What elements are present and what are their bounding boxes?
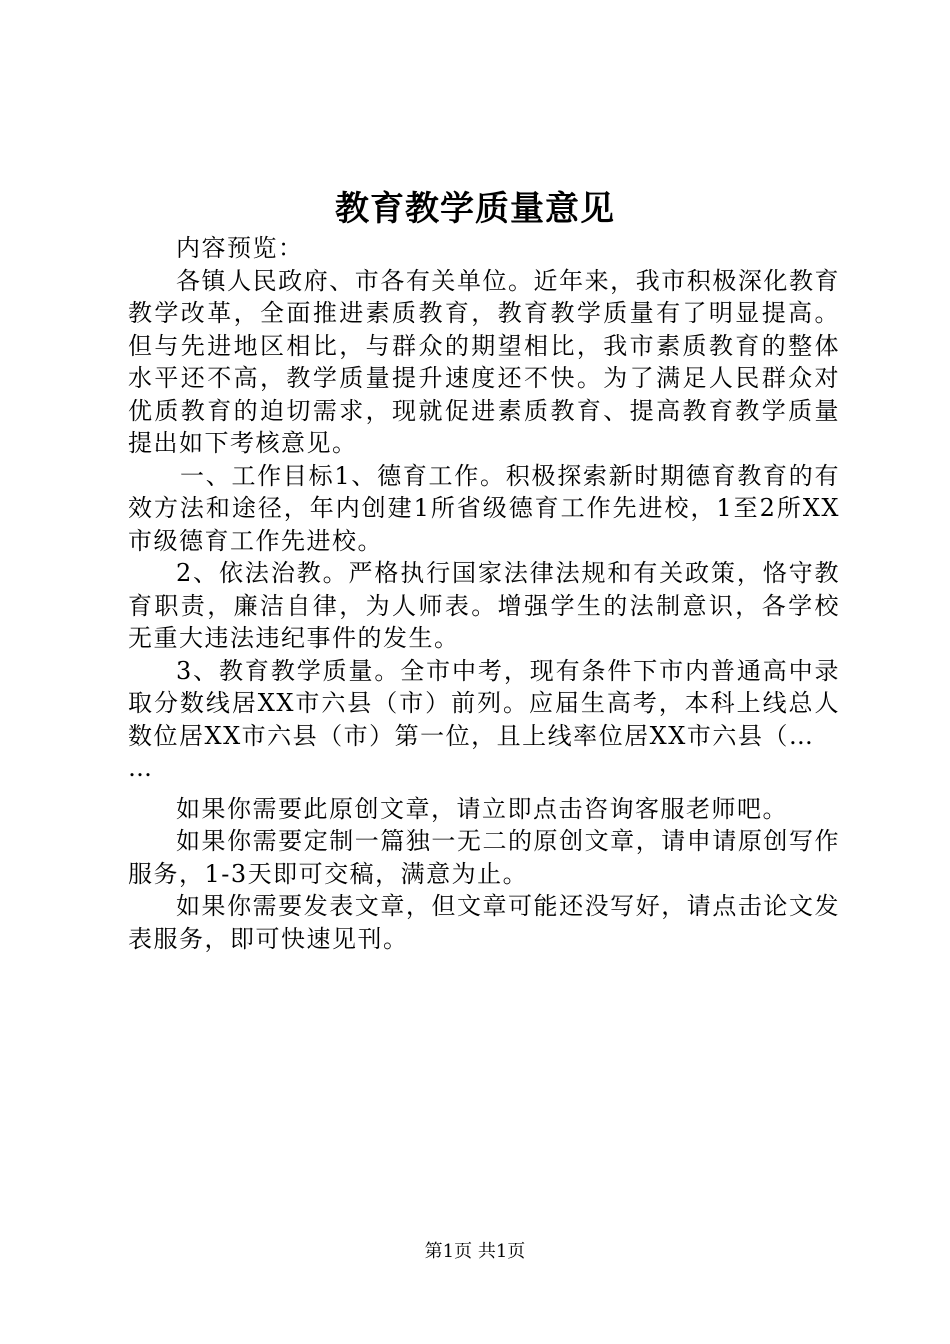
paragraph-law: 2、依法治教。严格执行国家法律法规和有关政策，恪守教育职责，廉洁自律，为人师表。增强学生的法制意识，各学校无重大违法违纪事件的发生。 (128, 559, 840, 652)
paragraph-intro: 各镇人民政府、市各有关单位。近年来，我市积极深化教育教学改革，全面推进素质教育，教育教学质量有了明显提高。但与先进地区相比，与群众的期望相比，我市素质教育的整体水平还不高，教学质量提升速度还不快。为了满足人民群众对优质教育的迫切需求，现就促进素质教育、提高教育教学质量提出如下考核意见。 (128, 266, 840, 457)
document-title: 教育教学质量意见 (335, 189, 615, 229)
note-publish[interactable]: 如果你需要发表文章，但文章可能还没写好，请点击论文发表服务，即可快速见刊。 (128, 892, 840, 953)
document-body (128, 232, 840, 955)
spacer (128, 785, 840, 793)
paragraph-quality: 3、教育教学质量。全市中考，现有条件下市内普通高中录取分数线居XX市六县（市）前列。应届生高考，本科上线总人数位居XX市六县（市）第一位，且上线率位居XX市六县（… (128, 656, 840, 750)
note-consult[interactable]: 如果你需要此原创文章，请立即点击咨询客服老师吧。 (176, 794, 788, 823)
page-indicator: 第1页 共1页 (424, 1241, 526, 1262)
note-custom-writing[interactable]: 如果你需要定制一篇独一无二的原创文章，请申请原创写作服务，1-3天即可交稿，满意为止。 (128, 827, 840, 888)
preview-label: 内容预览： (176, 234, 304, 262)
paragraph-ellipsis: … (128, 754, 154, 782)
paragraph-goal-moral: 一、工作目标1、德育工作。积极探索新时期德育教育的有效方法和途径，年内创建1所省级德育工作先进校，1至2所XX市级德育工作先进校。 (128, 461, 840, 555)
